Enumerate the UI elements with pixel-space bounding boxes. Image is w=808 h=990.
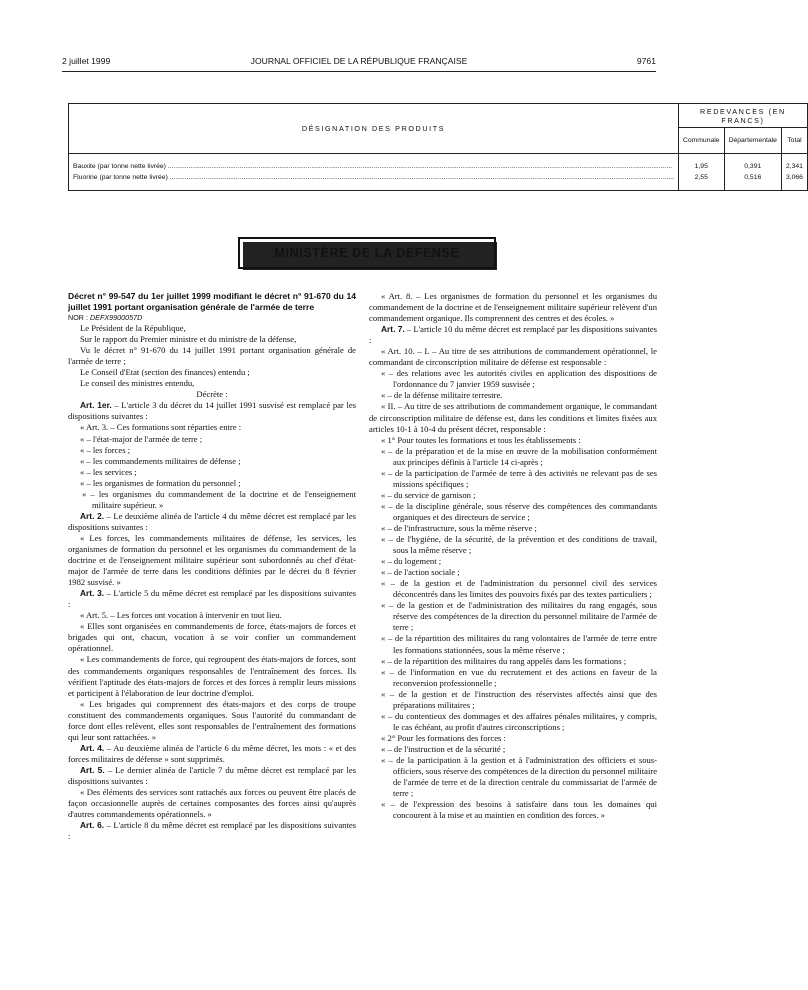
- paragraph-text: « Les forces, les commandements militaires de défense, les services, les organismes de formation du personnel et les organismes du commandement de la doctrine et de l'enseignement militaire supérieur sont subordonnés au chef d'état-major de l'armée de terre dans les conditions définies par le décret du 8 février 1982 susvisé. »: [68, 532, 356, 588]
- paragraph: [369, 324, 657, 346]
- paragraph: [369, 689, 657, 711]
- paragraph: [68, 621, 356, 654]
- paragraph: [68, 699, 356, 743]
- paragraph-text: – Le dernier alinéa de l'article 7 du même décret est remplacé par les dispositions suivantes :: [68, 764, 356, 786]
- paragraph-text: « – de la gestion et de l'administration des militaires du rang engagés, sous réserve des compétences de la direction du personnel militaire de l'armée de terre ;: [381, 600, 657, 633]
- paragraph: [68, 445, 356, 456]
- paragraph: [369, 755, 657, 799]
- paragraph-text: « Art. 10. – I. – Au titre de ses attributions de commandement opérationnel, le commandant de circonscription militaire de défense est responsable :: [369, 346, 657, 368]
- paragraph-text: « – du logement ;: [381, 556, 442, 567]
- right-column: [369, 291, 657, 821]
- paragraph-text: « – de la préparation et de la mise en œuvre de la mobilisation conformément aux principes définis à l'article 14 ci-après ;: [381, 445, 657, 467]
- header-date: 2 juillet 1999: [62, 56, 111, 66]
- paragraph: [68, 533, 356, 588]
- paragraph: [68, 389, 356, 400]
- paragraph-text: « – du service de garnison ;: [381, 489, 476, 500]
- paragraph: [369, 468, 657, 490]
- decree-title: Décret n° 99-547 du 1er juillet 1999 modifiant le décret n° 91-670 du 14 juillet 1991 portant organisation générale de l'armée de terre: [68, 291, 356, 312]
- paragraph-text: « – de l'action sociale ;: [381, 567, 460, 578]
- paragraph-text: Décrète :: [196, 389, 228, 400]
- paragraph: [369, 578, 657, 600]
- paragraph: [68, 334, 356, 345]
- paragraph: [369, 435, 657, 446]
- designation-header: DÉSIGNATION DES PRODUITS: [69, 104, 679, 154]
- article-label: Art. 6.: [80, 820, 105, 831]
- paragraph-text: « – les services ;: [80, 466, 137, 477]
- table-row-product: Bauxite (par tonne nette livrée) .....: [73, 161, 674, 172]
- article-label: Art. 5.: [80, 764, 105, 775]
- redevances-header: REDEVANCES (EN FRANCS): [678, 104, 807, 128]
- ministry-box: [238, 237, 496, 269]
- paragraph: [68, 765, 356, 787]
- paragraph: [68, 400, 356, 422]
- paragraph-text: « Elles sont organisées en commandements de force, états-majors de forces et brigades qui ont, chacun, vocation à se voir confier un commandement opérationnel.: [68, 621, 356, 654]
- paragraph: [68, 345, 356, 367]
- paragraph: [68, 820, 356, 842]
- paragraph-text: Le conseil des ministres entendu,: [80, 378, 195, 389]
- paragraph: [369, 733, 657, 744]
- article-label: Art. 4.: [80, 742, 105, 753]
- paragraph-text: – L'article 8 du même décret est remplacé par les dispositions suivantes :: [68, 820, 356, 842]
- nor-label: NOR :: [68, 313, 88, 322]
- paragraph-text: – L'article 5 du même décret est remplacé par les dispositions suivantes :: [68, 588, 356, 610]
- table-row-product: Fluorine (par tonne nette livrée) .....: [73, 172, 674, 183]
- paragraph-text: Sur le rapport du Premier ministre et du ministre de la défense,: [80, 334, 297, 345]
- paragraph-text: « – les organismes de formation du personnel ;: [80, 477, 241, 488]
- paragraph: [369, 744, 657, 755]
- departementale-values: [724, 154, 781, 191]
- col-departementale: Départementale: [724, 128, 781, 154]
- paragraph: [369, 534, 657, 556]
- right-column-body: [369, 291, 657, 821]
- paragraph: [369, 501, 657, 523]
- paragraph-text: « – de la participation de l'armée de terre à des activités ne relevant pas de ses missions spécifiques ;: [381, 467, 657, 489]
- paragraph-text: « 1° Pour toutes les formations et tous les établissements :: [381, 434, 581, 445]
- total-values: [781, 154, 807, 191]
- nor-value: DEFX9900057D: [89, 313, 143, 322]
- paragraph: [68, 588, 356, 610]
- table-cell: 0,516: [744, 174, 762, 181]
- paragraph: [68, 378, 356, 389]
- paragraph-text: « – de la participation à la gestion et à l'administration des officiers et sous-officiers, sous réserve des compétences de la direction du personnel militaire de l'armée de terre et de la direction centrale du commissariat de l'armée de terre ;: [381, 754, 658, 799]
- paragraph: [68, 434, 356, 445]
- ministry-title: MINISTÈRE DE LA DÉFENSE: [274, 246, 460, 260]
- paragraph: [369, 656, 657, 667]
- paragraph-text: « Les commandements de force, qui regroupent des états-majors de forces, sont des commandements organiques responsables de l'entraînement des forces. Ils vérifient l'aptitude des états-majors de forces et des forces à remplir leurs missions et participent à l'élaboration de leur doctrine d'emploi.: [68, 654, 356, 698]
- paragraph: [369, 291, 657, 324]
- paragraph-text: « – de la défense militaire terrestre.: [381, 390, 503, 401]
- article-label: Art. 2.: [80, 510, 105, 521]
- paragraph: [369, 523, 657, 534]
- table-cell: 1,95: [694, 163, 708, 170]
- col-total: Total: [781, 128, 807, 154]
- paragraph: [68, 456, 356, 467]
- nor-reference: [68, 312, 356, 323]
- table-cell: 2,341: [785, 163, 803, 170]
- col-communale: Communale: [678, 128, 724, 154]
- paragraph-text: – Au deuxième alinéa de l'article 6 du même décret, les mots : « et des forces militaires de défense » sont supprimés.: [68, 742, 356, 764]
- paragraph-text: – Le deuxième alinéa de l'article 4 du même décret est remplacé par les dispositions suivantes :: [68, 510, 356, 532]
- paragraph: [68, 367, 356, 378]
- header-rule: [62, 71, 656, 72]
- article-label: Art. 3.: [80, 588, 105, 599]
- paragraph: [369, 368, 657, 390]
- products-cell: [69, 154, 679, 191]
- paragraph: [68, 511, 356, 533]
- table-cell: 2,55: [694, 174, 708, 181]
- paragraph-text: « Art. 3. – Ces formations sont réparties entre :: [80, 422, 242, 433]
- header-journal-title: JOURNAL OFFICIEL DE LA RÉPUBLIQUE FRANÇAISE: [250, 56, 468, 66]
- paragraph-text: « Des éléments des services sont rattachés aux forces ou peuvent être placés de façon occasionnelle auprès de certaines composantes des forces ainsi qu'auprès d'autres commandements opérationnels. »: [68, 787, 356, 820]
- paragraph: [369, 556, 657, 567]
- paragraph-text: – L'article 10 du même décret est remplacé par les dispositions suivantes :: [369, 324, 657, 346]
- paragraph-text: « – l'état-major de l'armée de terre ;: [80, 433, 203, 444]
- paragraph: [68, 323, 356, 334]
- paragraph: [369, 711, 657, 733]
- paragraph-text: « – de l'information en vue du recrutement et des actions en faveur de la reconversion professionnelle ;: [381, 666, 657, 688]
- fees-table: [68, 103, 808, 191]
- paragraph: [369, 490, 657, 501]
- paragraph: [68, 654, 356, 698]
- paragraph: [68, 787, 356, 820]
- paragraph-text: « – du contentieux des dommages et des affaires pénales militaires, y compris, le cas échéant, au profit d'autres circonscriptions ;: [381, 710, 657, 732]
- paragraph: [369, 667, 657, 689]
- paragraph-text: « – les commandements militaires de défense ;: [80, 455, 241, 466]
- paragraph-text: « – de la gestion et de l'administration du personnel civil des services déconcentrés dans les limites des pouvoirs fixés par des textes particuliers ;: [381, 578, 657, 600]
- paragraph-text: « – les forces ;: [80, 444, 131, 455]
- article-label: Art. 7.: [381, 324, 405, 335]
- paragraph-text: Le Conseil d'Etat (section des finances) entendu ;: [80, 367, 250, 378]
- paragraph-text: – L'article 3 du décret du 14 juillet 1991 susvisé est remplacé par les dispositions suivantes :: [68, 400, 356, 422]
- paragraph-text: « – de l'infrastructure, sous la même réserve ;: [381, 522, 537, 533]
- paragraph-text: « – de l'expression des besoins à satisfaire dans tous les domaines qui concourent à la mise et au maintien en condition des forces. »: [381, 799, 657, 821]
- paragraph: [68, 489, 356, 511]
- paragraph: [68, 478, 356, 489]
- paragraph-text: « – de la répartition des militaires du rang volontaires de l'armée de terre entre les formations stationnées, sous la même réserve ;: [381, 633, 657, 655]
- paragraph-text: « – de la discipline générale, sous réserve des compétences des commandants organiques et des directeurs de service ;: [381, 500, 657, 522]
- paragraph: [369, 567, 657, 578]
- article-label: Art. 1er.: [80, 400, 112, 411]
- paragraph-text: « Les brigades qui comprennent des états-majors et des corps de troupe constituent des commandements organiques. Sous l'autorité du commandant de force dont elles relèvent, elles sont responsables de l'entraînement des formations qui leur sont rattachées. »: [68, 698, 356, 742]
- paragraph-text: Vu le décret n° 91-670 du 14 juillet 1991 portant organisation générale de l'armée de terre ;: [68, 345, 356, 367]
- paragraph: [369, 446, 657, 468]
- paragraph: [369, 346, 657, 368]
- paragraph-text: « – de la gestion et de l'instruction des réservistes affectés ainsi que des préparations militaires ;: [381, 688, 657, 710]
- left-column: [68, 291, 356, 842]
- paragraph: [68, 467, 356, 478]
- paragraph-text: « Art. 8. – Les organismes de formation du personnel et les organismes du commandement de la doctrine et de l'enseignement militaire supérieur relèvent d'un commandement organique. Ils comprennent des centres et des écoles. »: [369, 291, 657, 324]
- paragraph-text: « – de la répartition des militaires du rang appelés dans les formations ;: [381, 655, 627, 666]
- communale-values: [678, 154, 724, 191]
- paragraph-text: « II. – Au titre de ses attributions de commandement organique, le commandant de circonscription militaire de défense est, dans les conditions et limites fixées aux articles 10-1 à 10-4 du présent décret, responsable :: [369, 401, 657, 434]
- paragraph-text: « – les organismes du commandement de la doctrine et de l'enseignement militaire supérieur. »: [82, 488, 356, 510]
- paragraph: [369, 401, 657, 434]
- header-page-number: 9761: [636, 56, 656, 66]
- paragraph: [369, 390, 657, 401]
- page-header: [62, 56, 656, 68]
- paragraph-text: « Art. 5. – Les forces ont vocation à intervenir en tout lieu.: [80, 610, 282, 621]
- paragraph: [369, 799, 657, 821]
- table-cell: 0,391: [744, 163, 762, 170]
- paragraph: [369, 633, 657, 655]
- paragraph: [68, 422, 356, 433]
- paragraph: [369, 600, 657, 633]
- paragraph: [68, 743, 356, 765]
- left-column-body: [68, 323, 356, 842]
- paragraph-text: « 2° Pour les formations des forces :: [381, 732, 506, 743]
- paragraph-text: « – de l'instruction et de la sécurité ;: [381, 743, 506, 754]
- paragraph-text: Le Président de la République,: [80, 323, 186, 334]
- table-cell: 3,066: [785, 174, 803, 181]
- paragraph-text: « – de l'hygiène, de la sécurité, de la prévention et des conditions de travail, sous la même réserve ;: [381, 534, 657, 556]
- paragraph: [68, 610, 356, 621]
- paragraph-text: « – des relations avec les autorités civiles en application des dispositions de l'ordonnance du 7 janvier 1959 susvisée ;: [381, 368, 657, 390]
